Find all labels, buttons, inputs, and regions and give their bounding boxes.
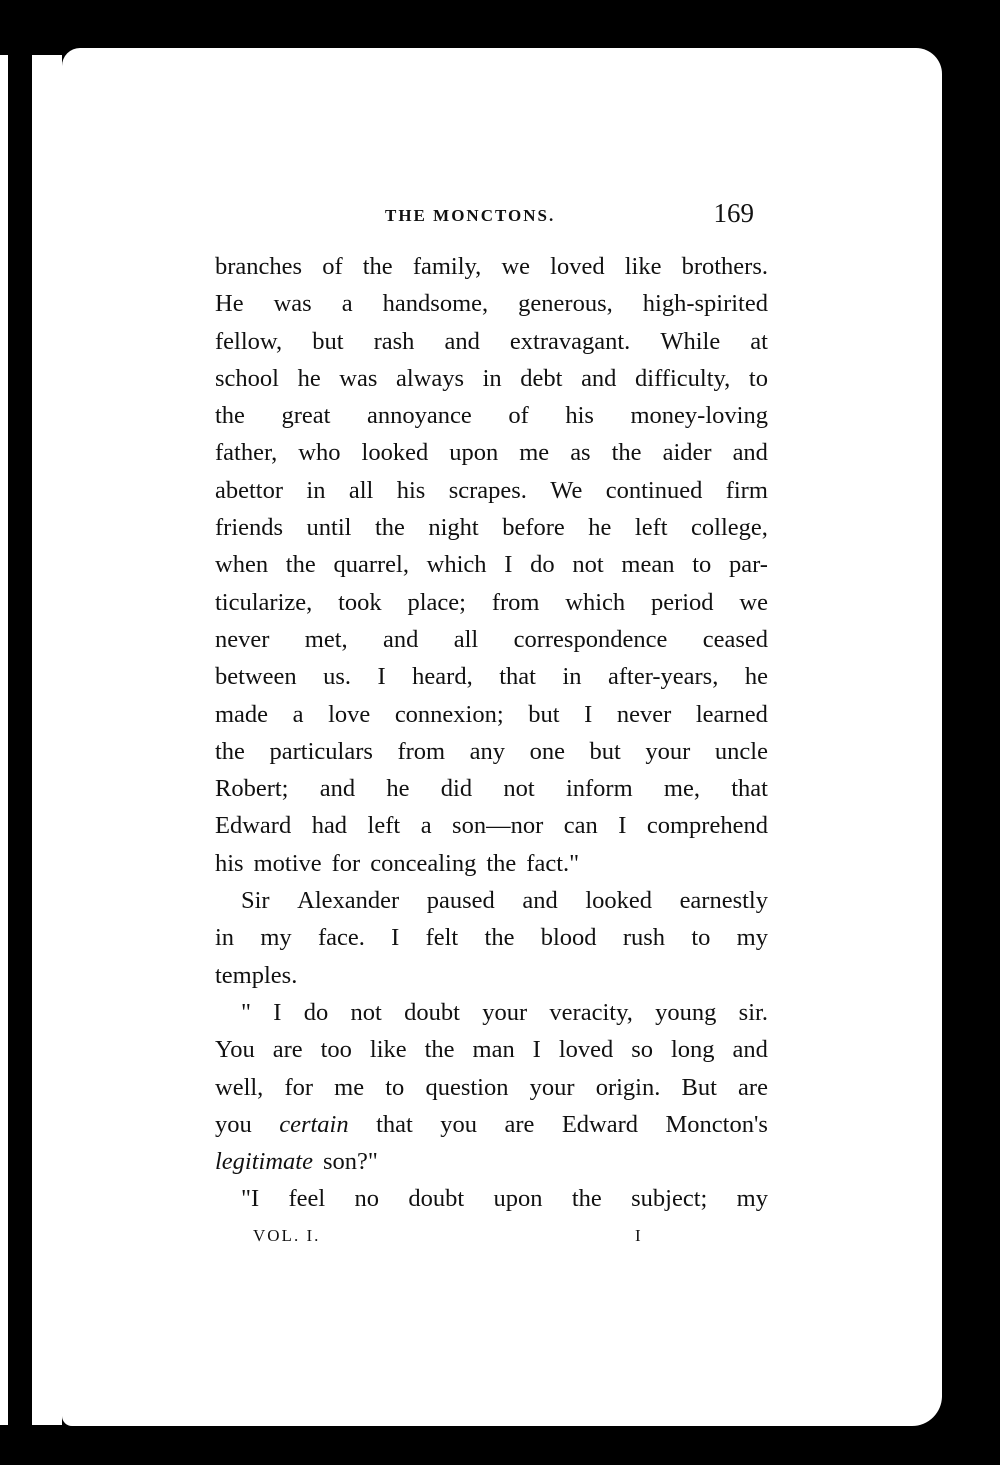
word: scrapes. [448,476,527,504]
text-line [215,472,768,509]
word: question [425,1073,509,1101]
word: college, [691,514,768,542]
word: veracity, [549,998,633,1026]
word: correspondence [513,625,668,653]
word: mean [621,551,675,579]
word: I [504,551,513,579]
word: fellow, [215,327,283,355]
word: difficulty, [635,364,731,392]
word: temples. [215,961,298,989]
word: motive [253,849,322,877]
word: high-spirited [642,290,768,318]
word: subject; [631,1185,708,1213]
word: always [395,364,465,392]
word: aider [662,439,712,467]
page-text-block [215,198,768,1256]
word: to [691,924,711,952]
word: and [383,625,419,653]
word: earnestly [679,887,768,915]
running-head-title: THE MONCTONS. [385,206,556,225]
word: extravagant. [509,327,631,355]
word: but [312,327,344,355]
word: fact." [526,849,580,877]
word: loved [558,1036,614,1064]
word: father, [215,439,278,467]
word: upon [449,439,499,467]
word: felt [425,924,459,952]
word: a [420,812,432,840]
word: While [660,327,721,355]
word: branches [215,253,303,280]
word: was [339,364,378,392]
word: are [272,1036,303,1064]
word: doubt [408,1185,465,1213]
word: place; [407,588,466,616]
word: for [331,849,361,877]
word: heard, [412,663,473,691]
word: love [328,700,371,728]
word: too [320,1036,352,1064]
book-gutter-shadow [8,55,32,1425]
word: night [428,514,479,542]
word: firm [725,476,768,504]
word: family, [412,253,482,280]
word: annoyance [367,402,472,430]
word: but [589,737,621,765]
word: but [528,700,560,728]
word: my [260,924,292,952]
signature-mark: I [635,1225,643,1245]
word: the [611,439,642,467]
word: looked [361,439,429,467]
word: period [650,588,714,616]
word: any [469,737,506,765]
word: his [396,476,426,504]
word: You [215,1036,255,1064]
word: in [562,663,582,691]
word: continued [605,476,703,504]
word: a [292,700,304,728]
word: my [736,1185,768,1213]
word: my [736,924,768,952]
word: a [341,290,353,318]
word: handsome, [382,290,489,318]
word: your [482,998,528,1026]
word: had [311,812,348,840]
word: concealing [370,849,477,877]
word: after-years, [607,663,719,691]
text-line [215,434,768,471]
word: all [453,625,479,653]
word: Edward [215,812,292,840]
word: the [484,924,515,952]
word: loved [550,253,605,280]
word: I [273,998,282,1026]
word: can [563,812,598,840]
word: to [385,1073,405,1101]
word: generous, [518,290,613,318]
word: the [374,514,405,542]
word: us. [323,663,352,691]
word: quarrel, [333,551,409,579]
word: me [519,439,550,467]
word: his [215,849,244,877]
text-line [215,546,768,583]
word: who [298,439,341,467]
word: I [584,700,593,728]
word: your [529,1073,575,1101]
text-line [215,1180,768,1217]
word: the [486,849,517,877]
word: face. [317,924,365,952]
word: as [570,439,591,467]
word: to [748,364,768,392]
word: for [284,1073,314,1101]
word: the [285,551,316,579]
text-line [215,584,768,621]
word: in [482,364,502,392]
word: young [655,998,717,1026]
word: are [738,1073,768,1101]
word: particulars [269,737,373,765]
word: to [692,551,712,579]
text-line [215,323,768,360]
text-line [215,733,768,770]
word: son?" [322,1148,378,1176]
text-line [215,397,768,434]
word: school [215,364,279,392]
text-line [215,621,768,658]
word: son—nor [452,812,544,840]
word: sir. [738,998,768,1026]
word: he [386,775,410,803]
word: par- [728,551,768,579]
word: do [303,998,329,1026]
word: all [348,476,374,504]
word: from [397,737,446,765]
word: origin. [595,1073,661,1101]
word: the [362,253,393,280]
word: legitimate [215,1148,313,1176]
word: ticularize, [215,588,313,616]
word: Alexander [297,887,400,915]
word: that [731,775,768,803]
word: blood [540,924,597,952]
word: long [670,1036,715,1064]
word: me, [663,775,700,803]
text-line [215,845,768,882]
word: Moncton's [665,1110,768,1138]
word: at [750,327,768,355]
word: until [306,514,352,542]
word: ceased [702,625,768,653]
word: left [367,812,401,840]
text-line [215,882,768,919]
word: you [440,1110,478,1138]
word: no [354,1185,380,1213]
word: from [491,588,540,616]
word: never [215,625,270,653]
word: his [565,402,594,430]
word: learned [695,700,768,728]
word: not [572,551,604,579]
text-line [215,360,768,397]
word: not [503,775,535,803]
text-line [215,1069,768,1106]
text-line [215,919,768,956]
word: like [369,1036,407,1064]
word: and [732,1036,768,1064]
word: of [508,402,529,430]
page-number: 169 [713,198,754,228]
word: looked [585,887,652,915]
word: did [440,775,473,803]
word: Robert; [215,775,289,803]
word: doubt [404,998,460,1026]
word: and [319,775,356,803]
word: feel [288,1185,326,1213]
word: not [350,998,382,1026]
word: one [529,737,565,765]
word: like [624,253,662,280]
word: met, [304,625,348,653]
word: "I [241,1185,260,1213]
word: He [215,290,244,318]
word: which [426,551,487,579]
text-line [215,1143,768,1180]
word: connexion; [394,700,504,728]
signature-line [215,1220,768,1256]
word: I [618,812,627,840]
text-line [215,658,768,695]
volume-marker: VOL. I. [253,1225,321,1245]
word: that [499,663,536,691]
word: you [215,1110,252,1138]
word: great [281,402,331,430]
word: made [215,700,269,728]
text-line [215,770,768,807]
word: are [504,1110,535,1138]
word: that [376,1110,413,1138]
word: rush [622,924,666,952]
word: and [732,439,768,467]
running-head [215,198,768,244]
word: he [297,364,321,392]
word: certain [279,1110,349,1138]
word: brothers. [681,253,768,280]
text-line [215,957,768,994]
word: abettor [215,476,284,504]
word: was [273,290,312,318]
word: But [681,1073,717,1101]
word: " [241,998,252,1026]
word: I [377,663,386,691]
word: between [215,663,297,691]
word: me [334,1073,365,1101]
word: debt [520,364,563,392]
word: we [501,253,531,280]
word: before [502,514,565,542]
word: never [616,700,672,728]
word: inform [565,775,633,803]
word: of [322,253,343,280]
word: rash [373,327,415,355]
word: he [588,514,612,542]
word: took [338,588,382,616]
word: and [581,364,617,392]
word: we [739,588,768,616]
body-text [215,248,768,1218]
text-line [215,1031,768,1068]
text-line [215,1106,768,1143]
word: he [744,663,768,691]
word: so [631,1036,654,1064]
word: Sir [241,887,270,915]
word: your [645,737,691,765]
word: in [306,476,326,504]
word: I [391,924,400,952]
word: money-loving [630,402,768,430]
word: Edward [561,1110,639,1138]
word: the [424,1036,455,1064]
word: paused [426,887,495,915]
word: when [215,551,269,579]
word: upon [493,1185,543,1213]
word: We [550,476,583,504]
word: comprehend [646,812,768,840]
word: the [215,402,245,430]
word: which [565,588,626,616]
text-line [215,994,768,1031]
text-line [215,696,768,733]
word: friends [215,514,284,542]
text-line [215,509,768,546]
word: in [215,924,235,952]
word: left [634,514,668,542]
word: do [530,551,555,579]
word: well, [215,1073,264,1101]
text-line [215,807,768,844]
word: I [532,1036,541,1064]
word: the [571,1185,602,1213]
word: and [444,327,480,355]
word: uncle [714,737,768,765]
word: the [215,737,245,765]
word: and [522,887,558,915]
text-line [215,248,768,285]
word: man [472,1036,515,1064]
text-line [215,285,768,322]
